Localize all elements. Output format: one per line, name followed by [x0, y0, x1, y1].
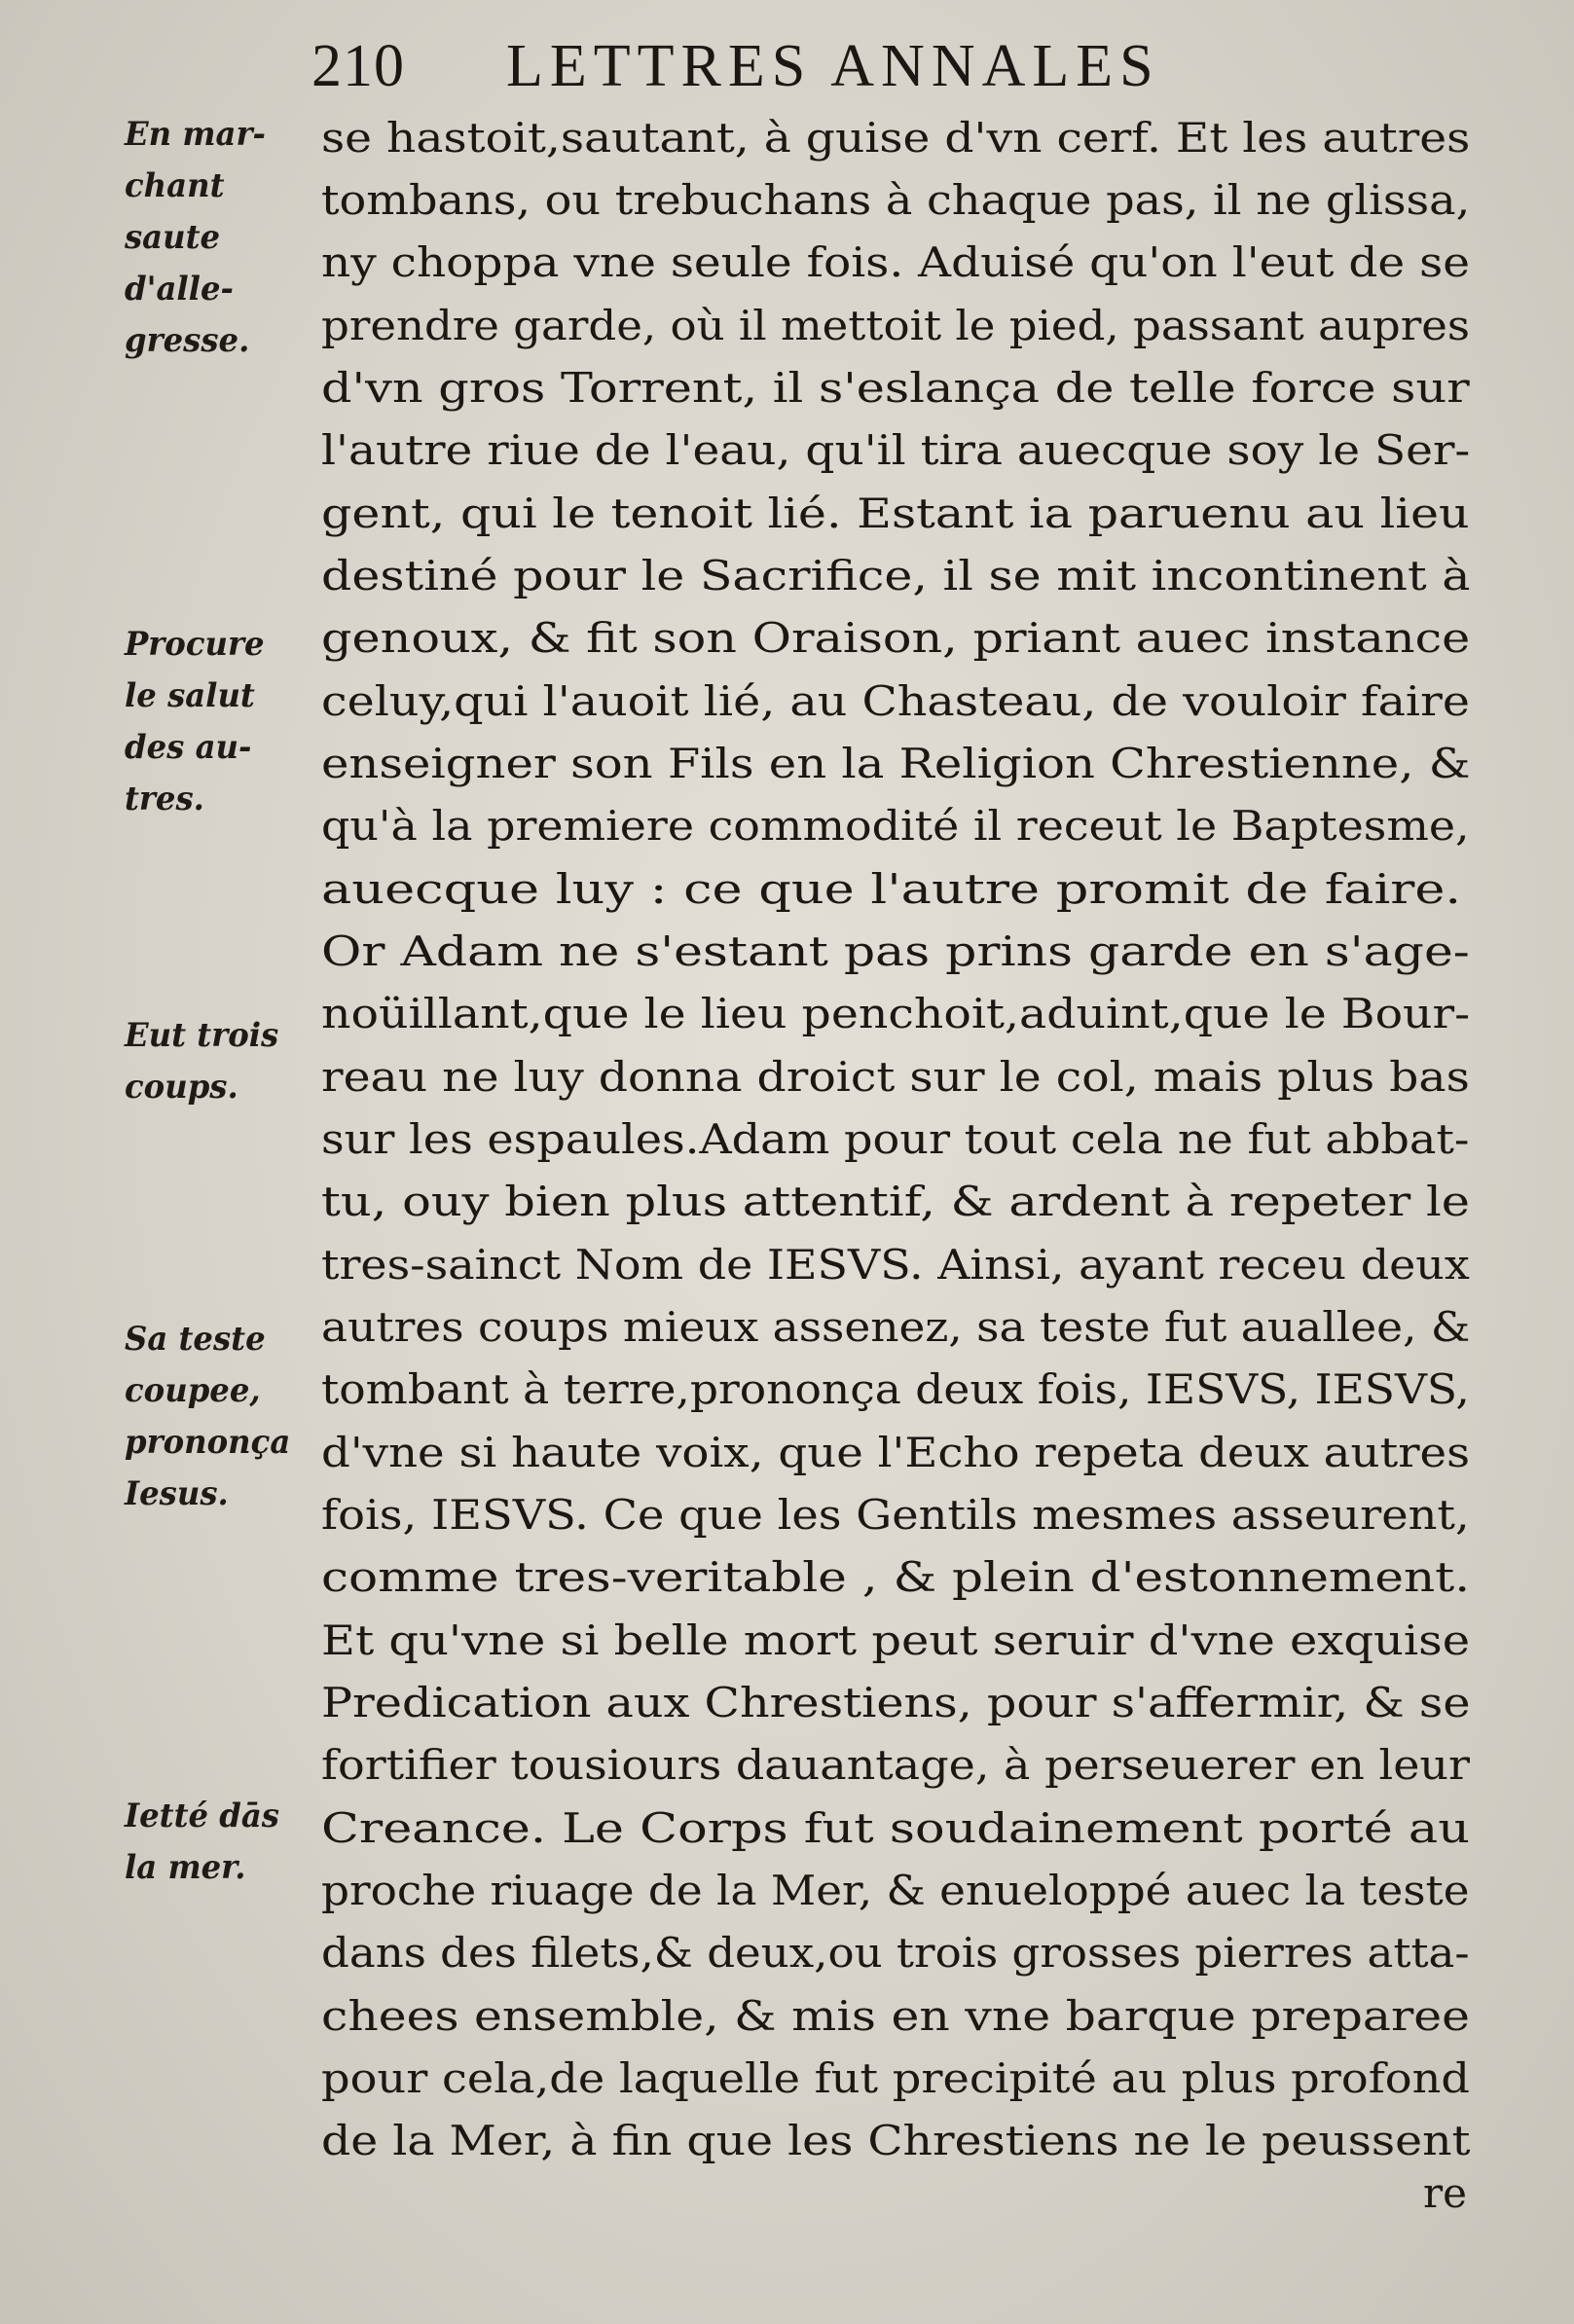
text-line: Predication aux Chrestiens, pour s'affermir, & se: [321, 1679, 1471, 1726]
margin-note-line: coups.: [125, 1068, 238, 1107]
margin-note-line: gresse.: [125, 321, 250, 360]
text-line: tu, ouy bien plus attentif, & ardent à repeter le: [321, 1178, 1471, 1225]
text-line: sur les espaules.Adam pour tout cela ne fut abbat-: [321, 1115, 1470, 1163]
text-line: tombans, ou trebuchans à chaque pas, il ne glissa,: [321, 176, 1471, 224]
text-line: Or Adam ne s'estant pas prins garde en s'age-: [321, 927, 1470, 975]
margin-note-line: le salut: [125, 676, 255, 715]
text-line: chees ensemble, & mis en vne barque preparee: [321, 1992, 1471, 2040]
text-line: dans des filets,& deux,ou trois grosses pierres atta-: [321, 1929, 1470, 1977]
margin-note-line: chant: [125, 166, 225, 205]
margin-note-line: Ietté dās: [125, 1797, 280, 1835]
margin-note-line: En mar-: [125, 115, 266, 154]
margin-note-procure-le-salut: [125, 619, 319, 825]
text-line: fois, IESVS. Ce que les Gentils mesmes asseurent,: [321, 1491, 1470, 1539]
margin-note-line: Procure: [125, 625, 265, 664]
text-line: autres coups mieux assenez, sa teste fut auallee, &: [321, 1303, 1471, 1351]
text-line: Et qu'vne si belle mort peut seruir d'vne exquise: [321, 1616, 1471, 1664]
margin-note-line: d'alle-: [125, 270, 234, 309]
text-line: fortifier tousiours dauantage, à perseuerer en leur: [321, 1741, 1471, 1789]
text-line: enseigner son Fils en la Religion Chrestienne, &: [321, 740, 1471, 787]
margin-note-line: la mer.: [125, 1848, 246, 1887]
text-line: pour cela,de laquelle fut precipité au plus profond: [321, 2054, 1471, 2102]
text-line: gent, qui le tenoit lié. Estant ia paruenu au lieu: [321, 490, 1470, 537]
margin-note-line: des au-: [125, 728, 252, 767]
margin-note-line: Eut trois: [125, 1016, 279, 1055]
catchword: re: [1423, 2169, 1467, 2217]
text-line: genoux, & fit son Oraison, priant auec instance: [321, 614, 1471, 662]
text-line: l'autre riue de l'eau, qu'il tira auecque soy le Ser-: [321, 426, 1471, 474]
text-line: Creance. Le Corps fut soudainement porté au: [321, 1804, 1470, 1852]
text-line: destiné pour le Sacrifice, il se mit incontinent à: [321, 552, 1471, 599]
margin-note-line: tres.: [125, 780, 204, 818]
text-line: celuy,qui l'auoit lié, au Chasteau, de vouloir faire: [321, 677, 1470, 725]
margin-note-eut-trois-coups: [125, 1010, 319, 1113]
margin-note-line: Sa teste: [125, 1320, 266, 1359]
text-line: qu'à la premiere commodité il receut le Baptesme,: [321, 802, 1470, 850]
running-title: LETTRES ANNALES: [506, 33, 1160, 99]
text-line: d'vn gros Torrent, il s'eslança de telle force sur: [321, 364, 1470, 412]
text-line: d'vne si haute voix, que l'Echo repeta deux autres: [321, 1429, 1471, 1476]
margin-note-sa-teste-coupee: [125, 1314, 319, 1520]
text-line: noüillant,que le lieu penchoit,aduint,que le Bour-: [321, 990, 1471, 1037]
text-line: tombant à terre,prononça deux fois, IESVS, IESVS,: [321, 1365, 1470, 1413]
margin-note-line: saute: [125, 218, 221, 257]
page-header: [311, 27, 1295, 105]
margin-note-line: Iesus.: [125, 1474, 229, 1513]
margin-note-iette-dans-la-mer: [125, 1791, 319, 1894]
margin-note-line: prononça: [125, 1423, 291, 1462]
text-line: proche riuage de la Mer, & enueloppé auec la teste: [321, 1867, 1470, 1914]
text-line: auecque luy : ce que l'autre promit de faire.: [321, 865, 1462, 913]
page-number: 210: [311, 33, 405, 99]
text-line: comme tres-veritable , & plein d'estonnement.: [321, 1553, 1471, 1601]
text-line: se hastoit,sautant, à guise d'vn cerf. Et les autres: [321, 114, 1471, 162]
text-line: reau ne luy donna droict sur le col, mais plus bas: [321, 1053, 1470, 1101]
margin-note-en-marchant: [125, 109, 319, 367]
text-line: prendre garde, où il mettoit le pied, passant aupres: [321, 302, 1470, 349]
text-line: tres-sainct Nom de IESVS. Ainsi, ayant receu deux: [321, 1241, 1470, 1289]
text-line: ny choppa vne seule fois. Aduisé qu'on l'eut de se: [321, 238, 1470, 286]
margin-note-line: coupee,: [125, 1371, 261, 1410]
text-line: de la Mer, à fin que les Chrestiens ne le peussent: [321, 2117, 1471, 2164]
